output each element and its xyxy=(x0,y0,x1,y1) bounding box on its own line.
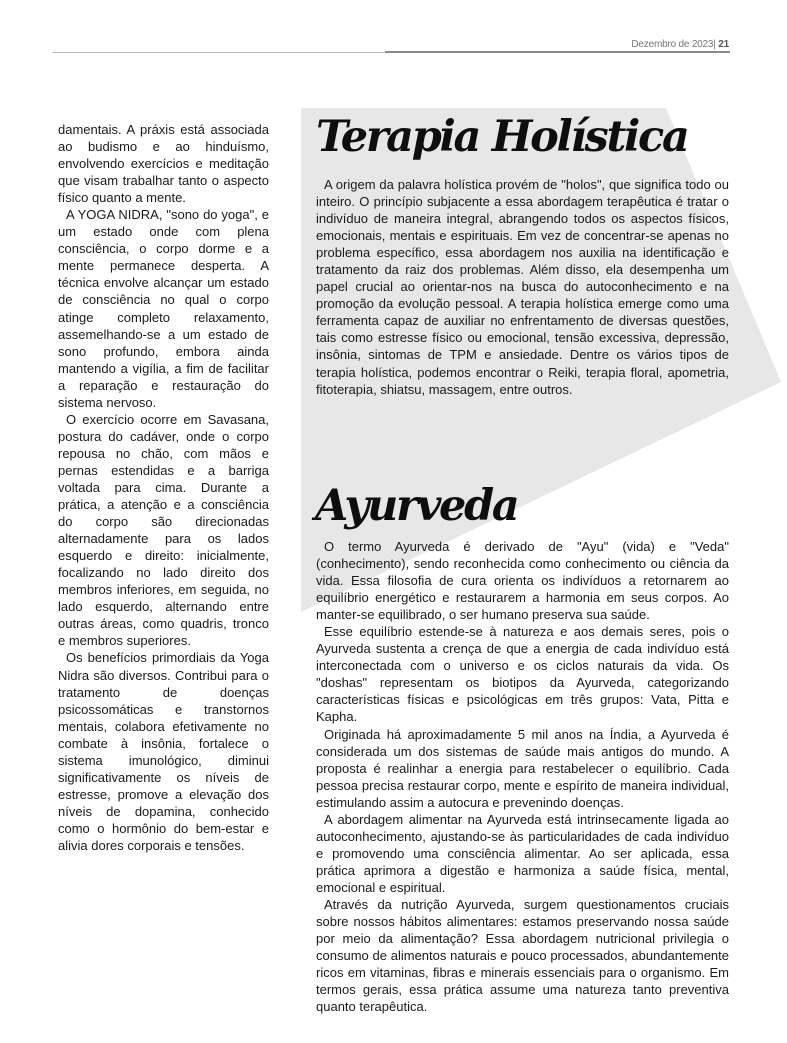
ayurveda-title: Ayurveda xyxy=(315,481,518,531)
terapia-paragraph-1: A origem da palavra holística provém de "holos", que significa todo ou inteiro. O princípio subjacente a essa abordagem terapêutica é tratar o indivíduo de maneira integral, abrangendo todos os aspectos físicos, emocionais, mentais e espirituais. Em vez de concentrar-se apenas no problema específico, essa abordagem nos auxilia na identificação e tratamento da raiz dos problemas. Além disso, ela desempenha um papel crucial ao orientar-nos na busca do autoconhecimento e na promoção da evolução pessoal. A terapia holística emerge como uma ferramenta capaz de auxiliar no enfrentamento de diversas questões, tais como estresse físico ou emocional, tensão excessiva, depressão, insônia, sintomas de TPM e ansiedade. Dentre os vários tipos de terapia holística, podemos encontrar o Reiki, terapia floral, apometria, fitoterapia, shiatsu, massagem, entre outros. xyxy=(316,177,729,397)
page-header xyxy=(631,39,729,50)
left-paragraph-2: A YOGA NIDRA, "sono do yoga", e um estado onde com plena consciência, o corpo dorme e a mente permanece desperta. A técnica envolve alcançar um estado de consciência no qual o corpo atinge completo relaxamento, assemelhando-se a um estado de sono profundo, embora ainda mantendo a vigília, a fim de facilitar a reparação e restauração do sistema nervoso. xyxy=(58,207,269,410)
ayurveda-paragraph-3: Originada há aproximadamente 5 mil anos na Índia, a Ayurveda é considerada um dos sistemas de saúde mais antigos do mundo. A proposta é realinhar a energia para restabelecer o equilíbrio. Cada pessoa precisa restaurar corpo, mente e espírito de maneira individual, estimulando assim a autocura e prevenindo doenças. xyxy=(316,726,729,810)
terapia-body xyxy=(316,176,729,398)
header-rule-accent xyxy=(385,51,730,53)
left-paragraph-3: O exercício ocorre em Savasana, postura do cadáver, onde o corpo repousa no chão, com mãos e pernas estendidas e a barriga voltada para cima. Durante a prática, a atenção e a consciência do corpo são direcionadas alternadamente para os lados esquerdo e direito: inicialmente, focalizando no lado direito dos membros inferiores, em seguida, no lado esquerdo, alternando entre outras áreas, como quadris, tronco e membros superiores. xyxy=(58,411,269,649)
left-paragraph-1: damentais. A práxis está associada ao budismo e ao hinduísmo, envolvendo exercícios e meditação que visam trabalhar tanto o aspecto físico quanto a mente. xyxy=(58,122,269,206)
terapia-title: Terapia Holística xyxy=(316,112,688,162)
ayurveda-paragraph-2: Esse equilíbrio estende-se à natureza e aos demais seres, pois o Ayurveda sustenta a crença de que a energia de cada indivíduo está interconectada com o universo e os ciclos naturais da vida. Os "doshas" representam os biotipos da Ayurveda, categorizando características físicas e psicológicas em três grupos: Vata, Pitta e Kapha. xyxy=(316,624,729,725)
left-paragraph-4: Os benefícios primordiais da Yoga Nidra são diversos. Contribui para o tratamento de doenças psicossomáticas e transtornos mentais, colabora efetivamente no combate à insônia, fortalece o sistema imunológico, diminui significativamente os níveis de estresse, promove a elevação dos níveis de dopamina, conhecido como o hormônio do bem-estar e alivia dores corporais e tensões. xyxy=(58,650,269,853)
ayurveda-paragraph-5: Através da nutrição Ayurveda, surgem questionamentos cruciais sobre nossos hábitos alimentares: estamos preservando nossa saúde por meio da alimentação? Essa abordagem nutricional privilegia o consumo de alimentos naturais e pouco processados, abundantemente ricos em vitaminas, fibras e minerais essenciais para o organismo. Em termos gerais, essa prática assume uma natureza tanto preventiva quanto terapêutica. xyxy=(316,896,729,1015)
header-date: Dezembro de 2023 xyxy=(631,39,714,50)
page-number: 21 xyxy=(718,39,729,50)
header-separator: | xyxy=(713,39,716,50)
ayurveda-paragraph-4: A abordagem alimentar na Ayurveda está intrinsecamente ligada ao autoconhecimento, ajustando-se às particularidades de cada indivíduo e promovendo uma consciência alimentar. Ao ser aplicada, essa prática aprimora a digestão e harmoniza a saúde física, mental, emocional e espiritual. xyxy=(316,811,729,895)
left-column xyxy=(58,121,269,854)
ayurveda-body xyxy=(316,538,729,1015)
ayurveda-paragraph-1: O termo Ayurveda é derivado de "Ayu" (vida) e "Veda" (conhecimento), sendo reconhecida como conhecimento ou ciência da vida. Essa filosofia de cura orienta os indivíduos a retornarem ao equilíbrio energético e restaurarem a harmonia em seus corpos. Ao manter-se equilibrado, o ser humano preserva sua saúde. xyxy=(316,539,729,623)
